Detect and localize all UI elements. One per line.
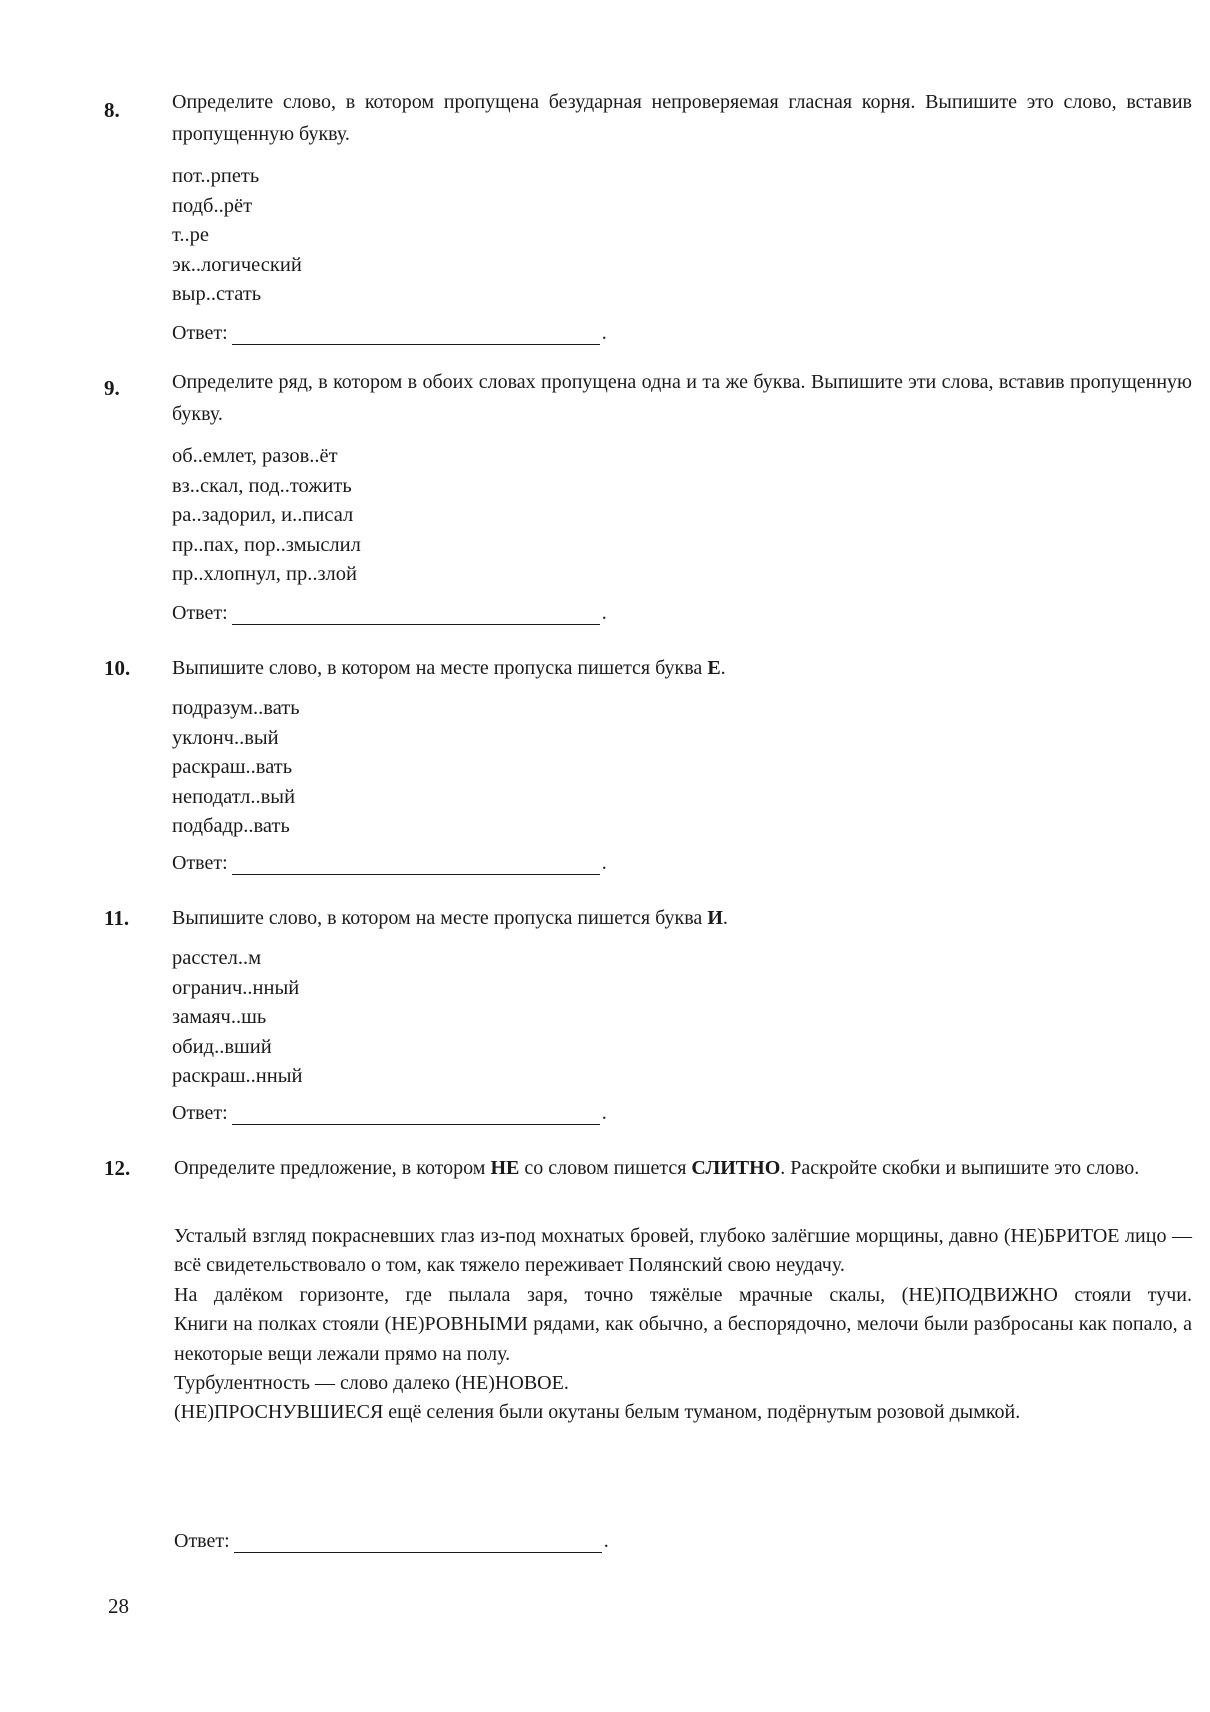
option: подб..рёт bbox=[172, 194, 253, 217]
sentence: (НЕ)ПРОСНУВШИЕСЯ ещё селения были окутаны белым туманом, подёрнутым розовой дымкой. bbox=[174, 1401, 1021, 1424]
options-list bbox=[172, 162, 302, 310]
answer-label: Ответ: bbox=[174, 1530, 230, 1552]
task-question: Определите ряд, в котором в обоих словах пропущена одна и та же буква. Выпишите эти слова, вставив пропущенную букву. bbox=[172, 371, 1192, 425]
answer-end: . bbox=[601, 1102, 607, 1124]
task-question bbox=[172, 652, 1192, 684]
answer-field[interactable] bbox=[232, 602, 600, 625]
answer-field[interactable] bbox=[234, 1530, 602, 1553]
answer-row bbox=[172, 1102, 607, 1125]
sentences-block bbox=[174, 1222, 1192, 1428]
sentence: Турбулентность — слово далеко (НЕ)НОВОЕ. bbox=[174, 1372, 569, 1395]
answer-row bbox=[174, 1530, 609, 1553]
options-list bbox=[172, 694, 300, 842]
sentence: Книги на полках стояли (НЕ)РОВНЫМИ рядами, как обычно, а беспорядочно, мелочи были разбросаны как попало, а некоторые вещи лежали прямо на полу. bbox=[174, 1313, 1192, 1365]
task-number: 11. bbox=[104, 906, 130, 930]
options-list bbox=[172, 944, 302, 1092]
option: пр..хлопнул, пр..злой bbox=[172, 563, 357, 585]
option: обид..вший bbox=[172, 1035, 272, 1058]
answer-label: Ответ: bbox=[172, 1102, 228, 1124]
option: подразум..вать bbox=[172, 697, 300, 719]
task-number: 10. bbox=[104, 656, 131, 680]
task-number: 12. bbox=[104, 1156, 131, 1180]
option: неподатл..вый bbox=[172, 785, 296, 808]
question-emphasis: СЛИТНО bbox=[691, 1157, 781, 1179]
option: раскраш..нный bbox=[172, 1065, 303, 1087]
question-letter: И bbox=[707, 907, 723, 929]
option: эк..логический bbox=[172, 253, 302, 276]
question-text: Определите предложение, в котором bbox=[174, 1157, 491, 1179]
answer-row bbox=[172, 322, 607, 345]
answer-field[interactable] bbox=[232, 322, 600, 345]
answer-label: Ответ: bbox=[172, 852, 228, 874]
answer-label: Ответ: bbox=[172, 322, 228, 344]
option: выр..стать bbox=[172, 283, 262, 305]
options-list bbox=[172, 442, 361, 590]
answer-end: . bbox=[601, 322, 607, 344]
option: пр..пах, пор..змыслил bbox=[172, 533, 361, 556]
task-question: Определите слово, в котором пропущена безударная непроверяемая гласная корня. Выпишите это слово, вставив пропущенную букву. bbox=[172, 91, 1192, 145]
question-text: со словом пишется bbox=[519, 1157, 692, 1179]
task-number: 8. bbox=[104, 98, 120, 122]
answer-row bbox=[172, 852, 607, 875]
sentence: На далёком горизонте, где пылала заря, точно тяжёлые мрачные скалы, (НЕ)ПОДВИЖНО стояли тучи. bbox=[174, 1283, 1192, 1306]
answer-field[interactable] bbox=[232, 1102, 600, 1125]
task-question bbox=[174, 1152, 1192, 1184]
option: расстел..м bbox=[172, 947, 262, 969]
question-text: . Раскройте скобки и выпишите это слово. bbox=[780, 1157, 1140, 1179]
option: уклонч..вый bbox=[172, 726, 279, 749]
option: подбадр..вать bbox=[172, 815, 290, 837]
option: вз..скал, под..тожить bbox=[172, 474, 352, 497]
question-text: Выпишите слово, в котором на месте пропуска пишется буква bbox=[172, 657, 708, 679]
answer-label: Ответ: bbox=[172, 602, 228, 624]
sentence: Усталый взгляд покрасневших глаз из-под мохнатых бровей, глубоко залёгшие морщины, давно (НЕ)БРИТОЕ лицо — всё свидетельствовало о том, как тяжело переживает Полянский свою неудачу. bbox=[174, 1225, 1192, 1277]
question-letter: Е bbox=[707, 657, 721, 679]
question-end: . bbox=[720, 657, 726, 679]
option: пот..рпеть bbox=[172, 165, 260, 187]
answer-end: . bbox=[603, 1530, 609, 1552]
question-emphasis: НЕ bbox=[490, 1157, 520, 1179]
answer-field[interactable] bbox=[232, 852, 600, 875]
answer-end: . bbox=[601, 602, 607, 624]
option: об..емлет, разов..ёт bbox=[172, 445, 338, 467]
option: раскраш..вать bbox=[172, 756, 293, 778]
question-text: Выпишите слово, в котором на месте пропуска пишется буква bbox=[172, 907, 708, 929]
answer-row bbox=[172, 602, 607, 625]
task-number: 9. bbox=[104, 376, 120, 400]
page-number: 28 bbox=[108, 1594, 129, 1618]
option: замаяч..шь bbox=[172, 1006, 267, 1028]
option: ра..задорил, и..писал bbox=[172, 504, 354, 526]
answer-end: . bbox=[601, 852, 607, 874]
option: огранич..нный bbox=[172, 976, 300, 999]
question-end: . bbox=[722, 907, 728, 929]
task-question bbox=[172, 902, 1192, 934]
option: т..ре bbox=[172, 224, 210, 246]
